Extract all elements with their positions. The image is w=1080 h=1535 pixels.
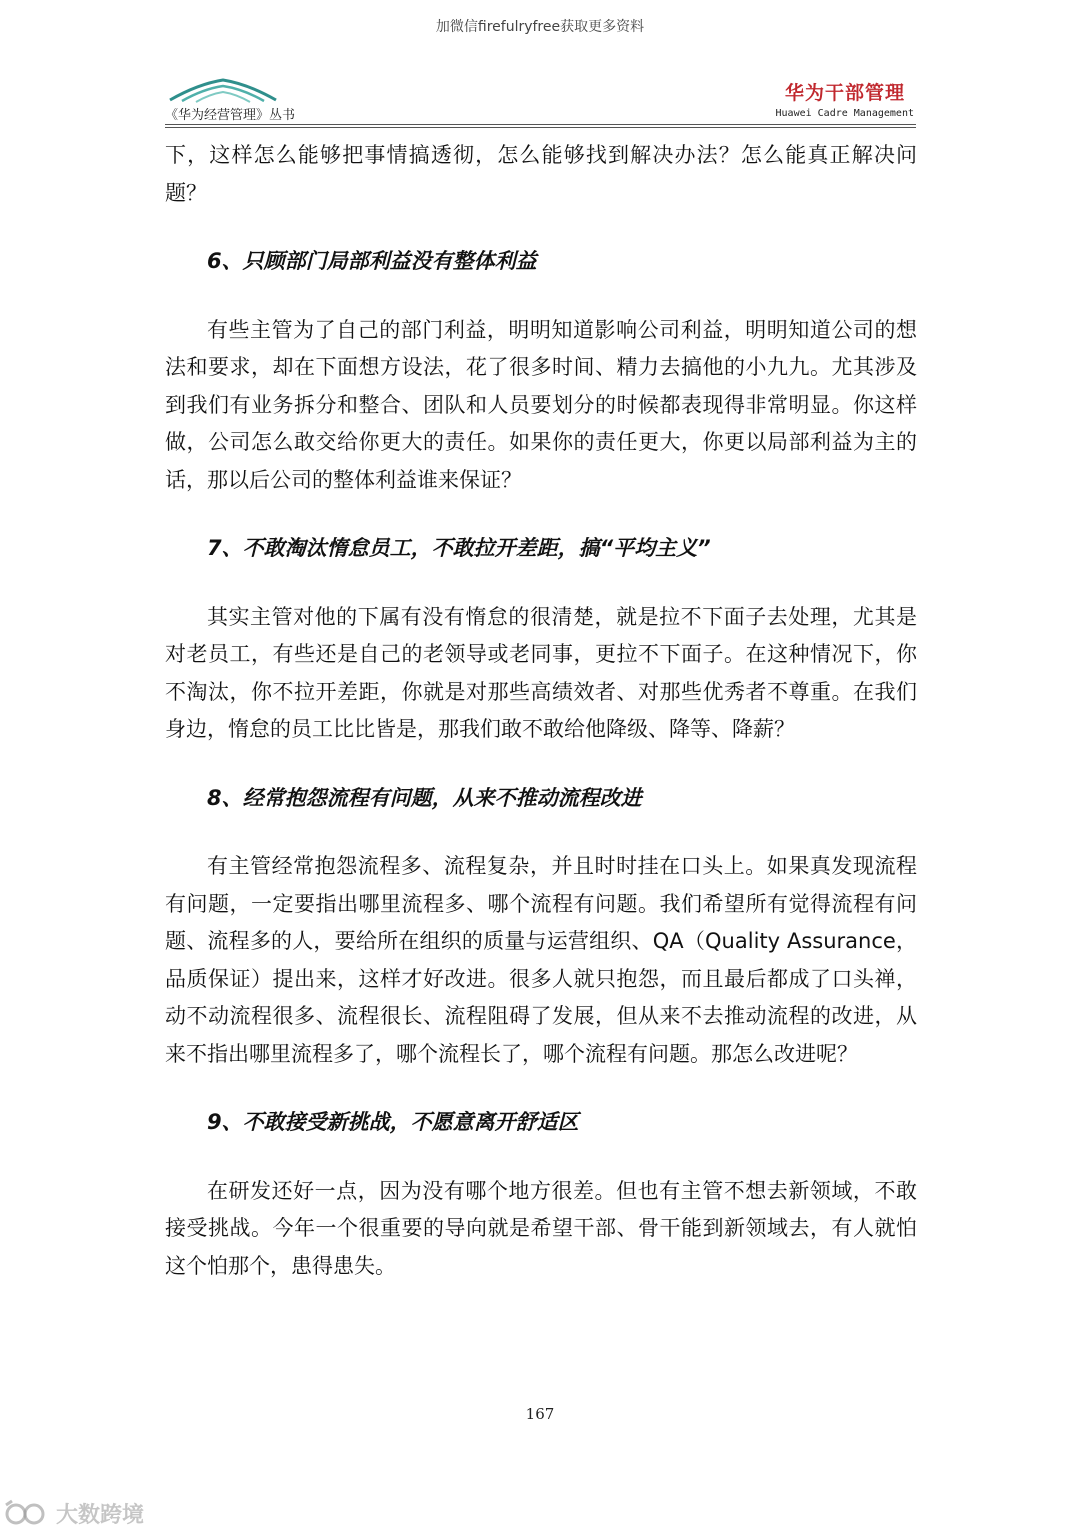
watermark (4, 1498, 144, 1529)
section-paragraph: 有主管经常抱怨流程多、流程复杂，并且时时挂在口头上。如果真发现流程有问题，一定要指出哪里流程多、哪个流程有问题。我们希望所有觉得流程有问题、流程多的人，要给所在组织的质量与运营组织、QA（Quality Assurance，品质保证）提出来，这样才好改进。很多人就只抱怨，而且最后都成了口头禅，动不动流程很多、流程很长、流程阻碍了发展，但从来不去推动流程的改进，从来不指出哪里流程多了，哪个流程长了，哪个流程有问题。那怎么改进呢？ (165, 854, 917, 1066)
section-paragraph: 在研发还好一点，因为没有哪个地方很差。但也有主管不想去新领域，不敢接受挑战。今年一个很重要的导向就是希望干部、骨干能到新领域去，有人就怕这个怕那个，患得患失。 (165, 1178, 917, 1278)
section-paragraph: 其实主管对他的下属有没有惰怠的很清楚，就是拉不下面子去处理，尤其是对老员工，有些还是自己的老领导或老同事，更拉不下面子。在这种情况下，你不淘汰，你不拉开差距，你就是对那些高绩效者、对那些优秀者不尊重。在我们身边，惰怠的员工比比皆是，那我们敢不敢给他降级、降等、降薪？ (165, 604, 917, 741)
intro-paragraph: 下，这样怎么能够把事情搞透彻，怎么能够找到解决办法？怎么能真正解决问题？ (165, 143, 917, 205)
series-title: 《华为经营管理》丛书 (165, 108, 296, 123)
top-note: 加微信fireful‍ryfree获取更多资料 (435, 19, 645, 35)
page-number: 167 (525, 1405, 555, 1423)
section-heading: 6、只顾部门局部利益没有整体利益 (207, 249, 537, 273)
section-heading: 7、不敢淘汰惰怠员工，不敢拉开差距，搞“平均主义” (207, 536, 711, 560)
brand-title-cn: 华为干部管理 (784, 82, 905, 104)
brand-title-en: Huawei Cadre Management (775, 108, 914, 119)
section-heading: 8、经常抱怨流程有问题，从来不推动流程改进 (207, 785, 642, 810)
section-paragraph: 有些主管为了自己的部门利益，明明知道影响公司利益，明明知道公司的想法和要求，却在下面想方设法，花了很多时间、精力去搞他的小九九。尤其涉及到我们有业务拆分和整合、团队和人员要划分的时候都表现得非常明显。你这样做，公司怎么敢交给你更大的责任。如果你的责任更大，你更以局部利益为主的话，那以后公司的整体利益谁来保证？ (165, 317, 917, 492)
header-divider (165, 124, 916, 128)
watermark-text: 大数跨境 (56, 1503, 145, 1528)
page-content (165, 137, 917, 1285)
section-heading: 9、不敢接受新挑战，不愿意离开舒适区 (207, 1110, 579, 1134)
logo-icon (168, 76, 278, 104)
watermark-logo-icon (4, 1499, 50, 1529)
